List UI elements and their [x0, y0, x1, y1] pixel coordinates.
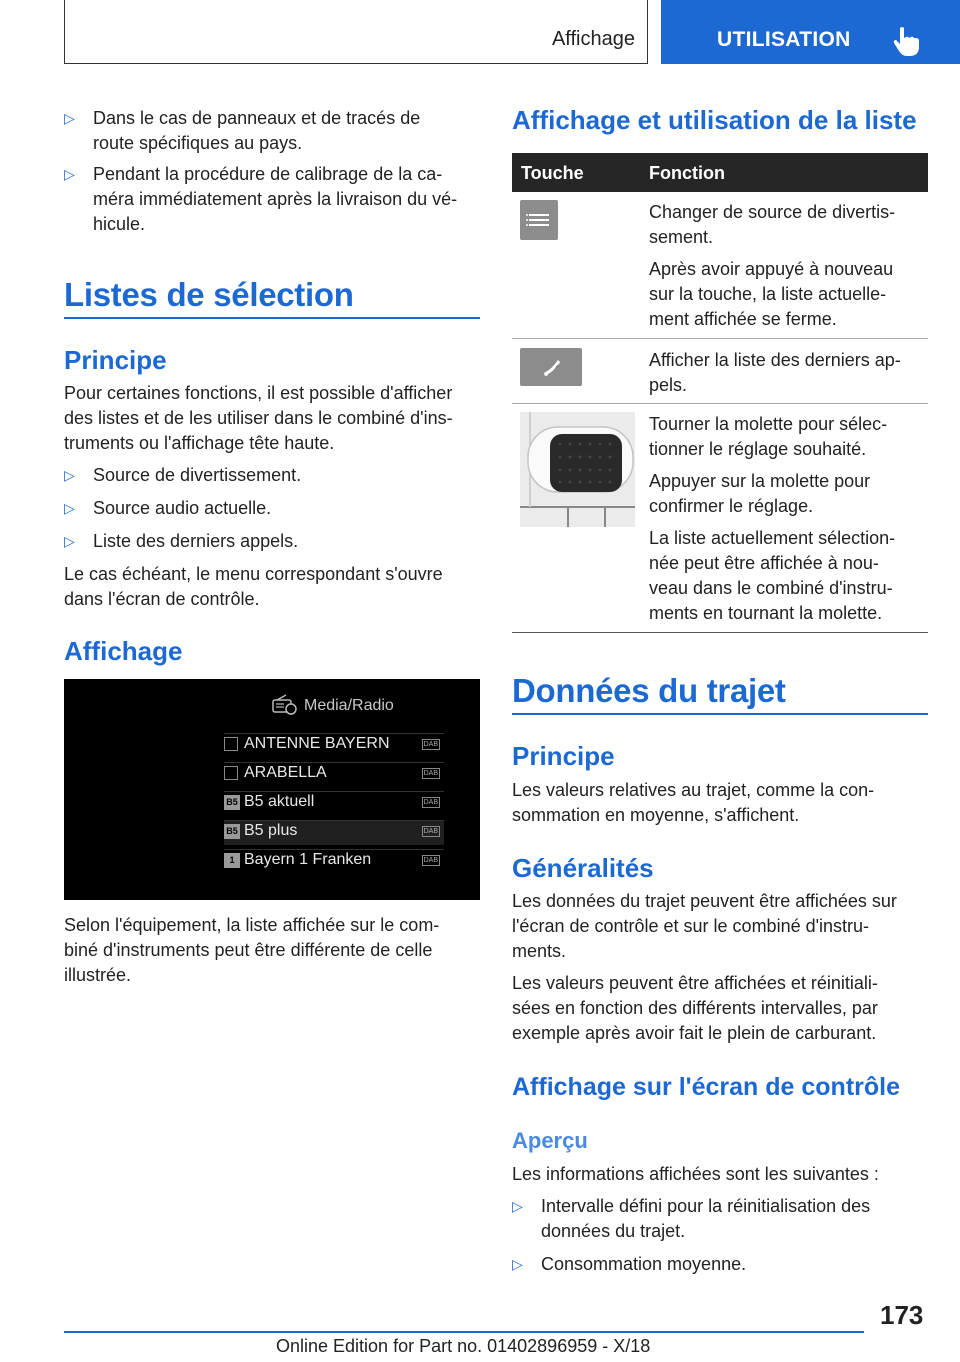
table-cell: La liste actuellement sélection- née peut être affichée à nou- veau dans le combiné d'instru- ments en tournant la molette.: [649, 528, 896, 623]
page-number: 173: [880, 1300, 924, 1330]
heading-rule: [512, 713, 928, 715]
station-name: ARABELLA: [244, 764, 327, 781]
table-cell: Afficher la liste des derniers ap- pels.: [649, 350, 901, 395]
table-cell: Après avoir appuyé à nouveau sur la touche, la liste actuelle- ment affichée se ferme.: [649, 259, 894, 329]
station-name: ANTENNE BAYERN: [244, 735, 390, 752]
dab-tag: DAB: [423, 741, 438, 748]
bullet-text: Liste des derniers appels.: [93, 531, 299, 551]
phone-button: [520, 348, 582, 386]
dab-tag: DAB: [423, 799, 438, 806]
table-row-divider: [512, 403, 928, 404]
station-name: B5 aktuell: [244, 793, 315, 810]
generalites-text-2: Les valeurs peuvent être affichées et réinitiali- sées en fonction des différents intervalles, par exemple après avoir fait le plein de carburant.: [512, 973, 878, 1043]
list-checkbox: [224, 766, 238, 780]
dab-tag: DAB: [423, 828, 438, 835]
list-item[interactable]: [224, 762, 444, 787]
bullet-text: Dans le cas de panneaux et de tracés de route spécifiques au pays.: [93, 108, 421, 153]
chapter-tab[interactable]: [661, 0, 960, 64]
dab-tag: DAB: [423, 857, 438, 864]
station-logo: 1: [224, 853, 240, 868]
apercu-text: Les informations affichées sont les suivantes :: [512, 1164, 879, 1184]
bullet-triangle-icon: ▷: [64, 110, 75, 126]
generalites-text-1: Les données du trajet peuvent être affichées sur l'écran de contrôle et sur le combiné d'instru- ments.: [512, 891, 897, 961]
list-item[interactable]: [224, 791, 444, 816]
edition-text: Online Edition for Part no. 01402896959 - X/18: [276, 1336, 651, 1356]
table-cell: Changer de source de divertis- sement.: [649, 202, 896, 247]
table-row-divider: [512, 338, 928, 339]
principe-heading: Principe: [64, 345, 167, 375]
bullet-triangle-icon: ▷: [64, 500, 75, 516]
bullet-triangle-icon: ▷: [512, 1256, 523, 1272]
section-heading: Données du trajet: [512, 672, 786, 709]
table-cell: Tourner la molette pour sélec- tionner le réglage souhaité.: [649, 414, 888, 459]
table-header: [512, 153, 928, 192]
section-heading: Listes de sélection: [64, 276, 354, 313]
col-touche: Touche: [521, 163, 584, 183]
list-item[interactable]: [224, 849, 444, 874]
apercu-heading: Aperçu: [512, 1128, 588, 1153]
bullet-text: Pendant la procédure de calibrage de la ca- méra immédiatement après la livraison du vé- hicule.: [93, 164, 458, 234]
station-logo: B5: [224, 824, 240, 839]
dab-tag: DAB: [423, 770, 438, 777]
phone-icon: [520, 348, 582, 386]
footer-rule: [64, 1331, 864, 1333]
header-section-title: Affichage: [551, 28, 635, 50]
table-bottom-rule: [512, 632, 928, 633]
bullet-triangle-icon: ▷: [64, 533, 75, 549]
bullet-text: Intervalle défini pour la réinitialisation des données du trajet.: [541, 1196, 871, 1241]
bullet-triangle-icon: ▷: [512, 1198, 523, 1214]
principe-text: Pour certaines fonctions, il est possible d'afficher des listes et de les utiliser dans le combiné d'ins- truments ou l'affichage tête haute.: [64, 383, 453, 453]
list-item[interactable]: [224, 733, 444, 758]
screen-caption: Selon l'équipement, la liste affichée sur le com- biné d'instruments peut être différente de celle illustrée.: [64, 915, 440, 985]
radio-icon: [272, 694, 298, 716]
heading-rule: [64, 317, 480, 319]
bullet-triangle-icon: ▷: [64, 166, 75, 182]
ecran-heading: Affichage sur l'écran de contrôle: [512, 1073, 900, 1101]
list-button: [520, 200, 558, 240]
list-icon: [520, 200, 558, 240]
chapter-label: UTILISATION: [717, 28, 851, 51]
list-heading: Affichage et utilisation de la liste: [512, 105, 917, 135]
generalites-heading: Généralités: [512, 853, 654, 883]
principe-text: Les valeurs relatives au trajet, comme la con- sommation en moyenne, s'affichent.: [512, 780, 875, 825]
station-name: Bayern 1 Franken: [244, 851, 372, 868]
station-name: B5 plus: [244, 822, 298, 839]
principe-heading: Principe: [512, 741, 615, 771]
bullet-text: Source de divertissement.: [93, 465, 302, 485]
bullet-text: Source audio actuelle.: [93, 498, 272, 518]
list-checkbox: [224, 737, 238, 751]
media-radio-screen: [64, 679, 480, 900]
bullet-text: Consommation moyenne.: [541, 1254, 747, 1274]
header-frame: [64, 0, 648, 64]
col-fonction: Fonction: [649, 163, 725, 183]
controller-thumbwheel-image: [520, 412, 635, 527]
principe-after-text: Le cas échéant, le menu correspondant s'ouvre dans l'écran de contrôle.: [64, 564, 443, 609]
affichage-heading: Affichage: [64, 636, 183, 666]
table-cell: Appuyer sur la molette pour confirmer le réglage.: [649, 471, 871, 516]
screen-title: Media/Radio: [304, 697, 394, 714]
station-logo: B5: [224, 795, 240, 810]
hand-pointer-icon: [893, 26, 919, 56]
bullet-triangle-icon: ▷: [64, 467, 75, 483]
list-item[interactable]: [224, 820, 444, 845]
